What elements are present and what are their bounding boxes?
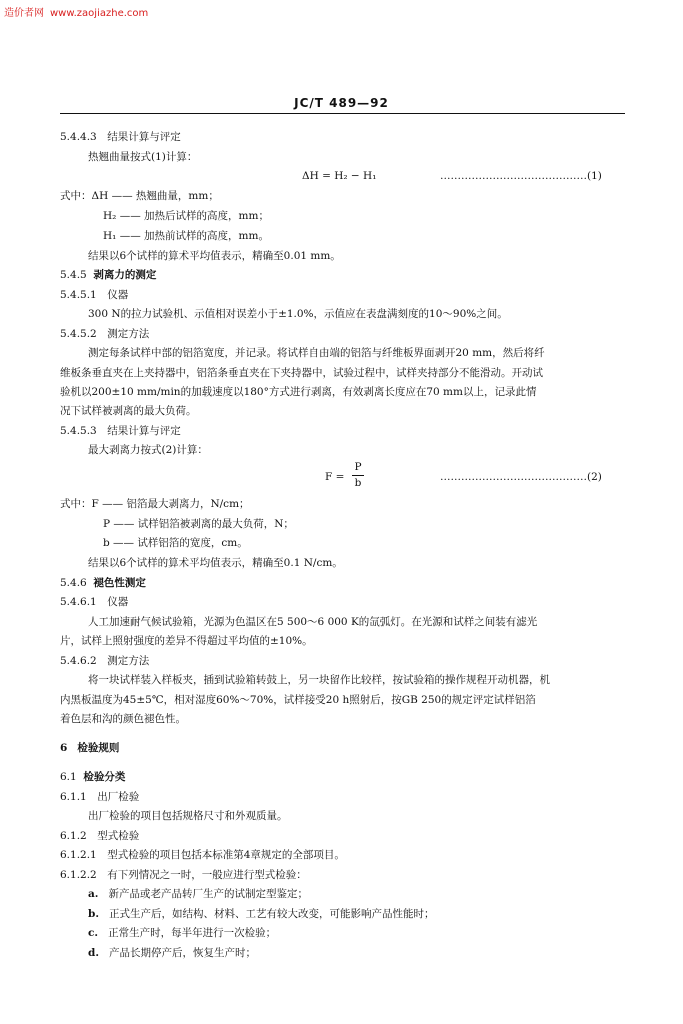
section-5-4-5-heading bbox=[60, 268, 156, 282]
chapter-6-number: 6 bbox=[60, 742, 68, 754]
formula-2-number: ……………………………………(2) bbox=[440, 471, 602, 483]
section-5-4-5-2-line-1: 测定每条试样中部的铝箔宽度，并记录。将试样自由端的铝箔与纤维板界面剥开20 mm，然后将纤 bbox=[88, 347, 545, 359]
section-5-4-6-heading bbox=[60, 576, 146, 590]
chapter-6-title: 检验规则 bbox=[77, 742, 120, 754]
section-5-4-5-3-result: 结果以6个试样的算术平均值表示，精确至0.1 N/cm。 bbox=[88, 557, 343, 569]
formula-2-lhs: F = bbox=[325, 471, 345, 483]
list-item-text: 正式生产后，如结构、材料、工艺有较大改变，可能影响产品性能时； bbox=[109, 908, 435, 920]
section-5-4-4-3-result: 结果以6个试样的算术平均值表示，精确至0.01 mm。 bbox=[88, 250, 341, 262]
section-5-4-4-3-intro: 热翘曲量按式(1)计算： bbox=[88, 151, 198, 163]
list-item-mark: d. bbox=[88, 947, 99, 959]
section-5-4-5-number: 5.4.5 bbox=[60, 269, 87, 281]
section-5-4-6-2-heading: 5.4.6.2 测定方法 bbox=[60, 655, 150, 667]
section-5-4-6-number: 5.4.6 bbox=[60, 577, 87, 589]
where-2: H₂ —— 加热后试样的高度，mm； bbox=[103, 210, 269, 222]
list-item-text: 正常生产时，每半年进行一次检验； bbox=[108, 927, 277, 939]
watermark-site-name: 造价者网 bbox=[4, 8, 44, 19]
list-item-mark: b. bbox=[88, 908, 99, 920]
section-6-1-number: 6.1 bbox=[60, 771, 77, 783]
section-5-4-5-2-heading: 5.4.5.2 测定方法 bbox=[60, 328, 150, 340]
where-b: b —— 试样铝箔的宽度，cm。 bbox=[103, 537, 248, 549]
watermark-url: www.zaojiazhe.com bbox=[50, 8, 149, 19]
watermark bbox=[4, 4, 148, 19]
where-f: 式中：F —— 铝箔最大剥离力，N/cm； bbox=[60, 498, 250, 510]
section-5-4-5-3-heading: 5.4.5.3 结果计算与评定 bbox=[60, 425, 181, 437]
section-5-4-6-2-line-1: 将一块试样装入样板夹，插到试验箱转鼓上，另一块留作比较样，按试验箱的操作规程开动机器，机 bbox=[88, 674, 550, 686]
where-3: H₁ —— 加热前试样的高度，mm。 bbox=[103, 230, 269, 242]
formula-2-fraction-bar bbox=[352, 475, 364, 476]
list-item bbox=[88, 926, 276, 940]
section-6-1-title: 检验分类 bbox=[83, 771, 126, 783]
section-5-4-4-3-heading: 5.4.4.3 结果计算与评定 bbox=[60, 131, 181, 143]
section-5-4-5-title: 剥离力的测定 bbox=[93, 269, 157, 281]
standard-code: JC/T 489—92 bbox=[294, 96, 389, 110]
section-5-4-5-3-intro: 最大剥离力按式(2)计算： bbox=[88, 444, 208, 456]
formula-1: ΔH = H₂ − H₁ bbox=[302, 170, 377, 182]
section-5-4-6-1-heading: 5.4.6.1 仪器 bbox=[60, 596, 129, 608]
section-5-4-6-1-line-1: 人工加速耐气候试验箱，光源为色温区在5 500～6 000 K的氙弧灯。在光源和试样之间装有滤光 bbox=[88, 616, 538, 628]
where-p: P —— 试样铝箔被剥离的最大负荷，N； bbox=[103, 518, 294, 530]
list-item bbox=[88, 907, 435, 921]
section-6-1-2-heading: 6.1.2 型式检验 bbox=[60, 830, 140, 842]
section-6-1-2-1: 6.1.2.1 型式检验的项目包括本标准第4章规定的全部项目。 bbox=[60, 849, 345, 861]
section-5-4-6-title: 褪色性测定 bbox=[93, 577, 146, 589]
section-6-1-1-text: 出厂检验的项目包括规格尺寸和外观质量。 bbox=[88, 810, 288, 822]
section-6-1-2-2: 6.1.2.2 有下列情况之一时，一般应进行型式检验： bbox=[60, 869, 307, 881]
header-rule bbox=[60, 113, 625, 114]
section-5-4-5-2-line-3: 验机以200±10 mm/min的加载速度以180°方式进行剥离，有效剥离长度应在70 mm以上，记录此情 bbox=[60, 386, 537, 398]
section-5-4-5-2-line-2: 维板条垂直夹在上夹持器中，铝箔条垂直夹在下夹持器中，试验过程中，试样夹持部分不能滑动。开动试 bbox=[60, 367, 543, 379]
list-item-mark: c. bbox=[88, 927, 99, 939]
section-6-1-1-heading: 6.1.1 出厂检验 bbox=[60, 791, 140, 803]
list-item-mark: a. bbox=[88, 888, 99, 900]
formula-2-fraction bbox=[352, 461, 364, 490]
list-item bbox=[88, 887, 308, 901]
where-1: 式中：ΔH —— 热翘曲量，mm； bbox=[60, 190, 219, 202]
list-item-text: 新产品或老产品转厂生产的试制定型鉴定； bbox=[108, 888, 308, 900]
section-5-4-6-2-line-3: 着色层和沟的颜色褪色性。 bbox=[60, 713, 186, 725]
formula-1-number: ……………………………………(1) bbox=[440, 170, 602, 182]
formula-2-denominator: b bbox=[354, 477, 362, 489]
section-5-4-6-2-line-2: 内黑板温度为45±5℃，相对湿度60%～70%，试样接受20 h照射后，按GB 250的规定评定试样铝箔 bbox=[60, 694, 536, 706]
section-5-4-5-2-line-4: 况下试样被剥离的最大负荷。 bbox=[60, 405, 197, 417]
list-item-text: 产品长期停产后，恢复生产时； bbox=[109, 947, 257, 959]
chapter-6-heading bbox=[60, 741, 119, 755]
list-item bbox=[88, 946, 256, 960]
section-5-4-6-1-line-2: 片，试样上照射强度的差异不得超过平均值的±10%。 bbox=[60, 635, 313, 647]
section-6-1-heading bbox=[60, 770, 125, 784]
formula-2-numerator: P bbox=[354, 461, 362, 473]
section-5-4-5-1-heading: 5.4.5.1 仪器 bbox=[60, 289, 129, 301]
section-5-4-5-1-text: 300 N的拉力试验机、示值相对误差小于±1.0%，示值应在表盘满刻度的10～90%之间。 bbox=[88, 308, 508, 320]
